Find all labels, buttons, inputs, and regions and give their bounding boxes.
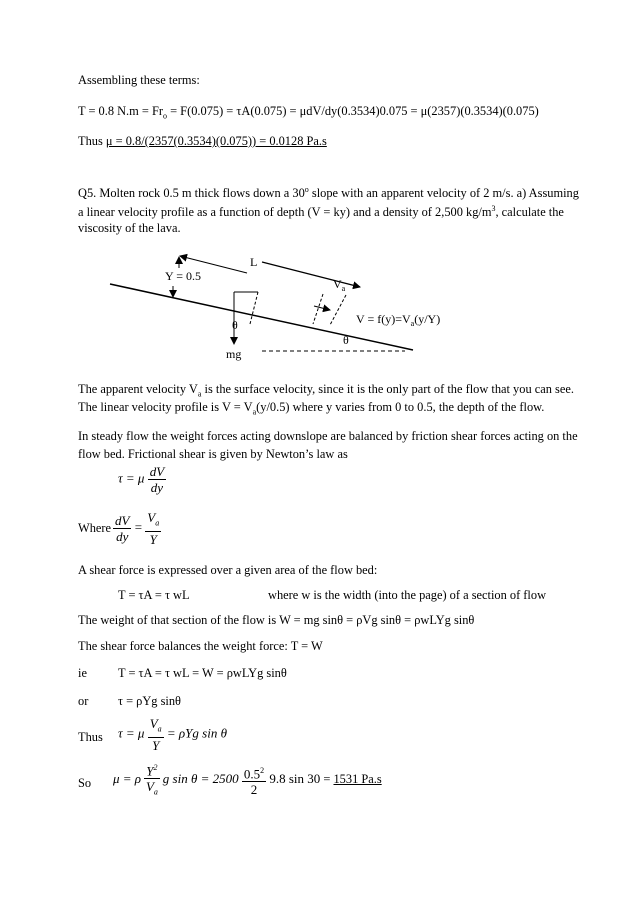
eq4-lhs: μ = ρ xyxy=(113,770,142,786)
theta-left-label: θ xyxy=(232,318,238,332)
shear-force-equation: T = τA = τ wL xyxy=(118,588,190,602)
viscosity-result: μ = 0.8/(2357(0.3534)(0.075)) = 0.0128 Pa.s xyxy=(105,134,327,148)
surface-velocity-label: $V_a$ xyxy=(333,277,346,293)
velocity-gradient-equation xyxy=(113,510,161,547)
eq4-num2-sup: 2 xyxy=(260,765,265,775)
balance-text: The shear force balances the weight force: T = W xyxy=(78,639,323,653)
or-label: or xyxy=(78,694,89,708)
theta-right-label: θ xyxy=(343,333,349,347)
eq3-rhs: = ρYg sin θ xyxy=(166,725,227,741)
length-label: L xyxy=(250,255,258,269)
eq1-fraction xyxy=(148,464,166,495)
q5-a: Q5. Molten rock 0.5 m thick flows down a 30 xyxy=(78,186,305,201)
q5-b: slope with an apparent velocity of 2 m/s. a) Assuming xyxy=(308,186,579,201)
torque-equation xyxy=(78,103,539,124)
assembling-text: Assembling these terms: xyxy=(78,73,200,87)
eq2-fraction-1 xyxy=(113,513,131,544)
eq4-mid: g sin θ = 2500 xyxy=(162,770,239,786)
p4-sub: a xyxy=(197,389,202,399)
profile-arrow-small xyxy=(314,306,330,310)
profile-dashed-right xyxy=(330,295,346,325)
torque-eq-sub: o xyxy=(163,111,167,121)
or-equation: τ = ρYg sinθ xyxy=(118,694,181,708)
thus-label-2: Thus xyxy=(78,730,103,744)
eq2-num2-sub: a xyxy=(155,518,160,528)
eq4-num2: 0.5 xyxy=(243,766,261,782)
viscosity-equation xyxy=(113,760,382,800)
eq2-num1: dV xyxy=(115,512,130,528)
shear-force-text: A shear force is expressed over a given area of the flow bed: xyxy=(78,563,378,577)
p5-sub: a xyxy=(252,407,257,417)
question-5-line3: viscosity of the lava. xyxy=(78,221,181,235)
eq1-den: dy xyxy=(150,480,164,495)
shear-force-note: where w is the width (into the page) of a section of flow xyxy=(268,588,547,602)
question-5-line2 xyxy=(78,201,564,220)
eq2-equals: = xyxy=(134,519,143,535)
q5-c: a linear velocity profile as a function of depth (V = ky) and a density of 2,500 kg/m xyxy=(78,205,492,220)
p4-b: is the surface velocity, since it is the only part of the flow that you can see. xyxy=(201,382,574,396)
eq3-fraction xyxy=(148,716,164,753)
eq3-num-sub: a xyxy=(157,724,162,734)
torque-eq-b: = F(0.075) = τA(0.075) = μdV/dy(0.3534)0.075 = μ(2357)(0.3534)(0.075) xyxy=(167,104,539,118)
eq4-tail: 9.8 sin 30 xyxy=(269,770,321,786)
eq1-lhs: τ = μ xyxy=(118,470,145,486)
steady-flow-text-2: flow bed. Frictional shear is given by Newton’s law as xyxy=(78,447,348,461)
q5-cube: 3 xyxy=(491,204,496,213)
eq4-den1: V xyxy=(145,779,154,795)
ie-equation: T = τA = τ wL = W = ρwLYg sinθ xyxy=(118,666,287,680)
p5-b: (y/0.5) where y varies from 0 to 0.5, the depth of the flow. xyxy=(256,400,545,414)
profile-dashed-left xyxy=(313,294,323,324)
eq3-den: Y xyxy=(152,737,160,753)
lava-flow-diagram xyxy=(0,240,638,375)
question-5-line1 xyxy=(78,182,579,201)
velocity-profile-label: $V = f(y)=V_a(y/Y)$ xyxy=(356,312,441,328)
q5-degree: o xyxy=(304,185,309,194)
shear-stress-equation xyxy=(118,716,227,753)
ie-label: ie xyxy=(78,666,87,680)
eq3-lhs: τ = μ xyxy=(118,725,145,741)
eq4-fraction-2 xyxy=(242,763,266,797)
p4-a: The apparent velocity V xyxy=(78,382,198,396)
eq3-num: V xyxy=(149,716,158,731)
depth-label: Y = 0.5 xyxy=(165,269,201,283)
final-viscosity-result: 1531 Pa.s xyxy=(333,771,382,786)
eq2-fraction-2 xyxy=(145,510,161,547)
eq2-den1: dy xyxy=(116,528,129,544)
eq4-num1: Y xyxy=(146,763,154,779)
weight-label: mg xyxy=(226,347,242,361)
q5-d: , calculate the xyxy=(495,205,564,220)
eq2-num2: V xyxy=(147,510,156,525)
weight-component-dashed xyxy=(250,292,258,324)
eq4-fraction-1 xyxy=(144,760,159,800)
eq4-num1-sup: 2 xyxy=(153,763,158,772)
eq4-den2: 2 xyxy=(250,782,258,798)
linear-profile-text xyxy=(78,399,544,420)
thus-label: Thus xyxy=(78,134,106,148)
eq4-result-eq: = xyxy=(320,771,334,786)
steady-flow-text-1: In steady flow the weight forces acting downslope are balanced by friction shear forces acting on the xyxy=(78,429,578,443)
viscosity-result-line xyxy=(78,133,327,149)
eq2-den2: Y xyxy=(149,531,157,547)
eq1-num: dV xyxy=(149,464,165,479)
weight-text: The weight of that section of the flow is W = mg sinθ = ρVg sinθ = ρwLYg sinθ xyxy=(78,613,475,627)
so-label: So xyxy=(78,776,92,790)
newton-law-equation xyxy=(118,464,166,495)
where-label: Where xyxy=(78,521,112,535)
surface-velocity-arrow xyxy=(262,262,360,287)
eq4-den1-sub: a xyxy=(153,787,158,797)
p5-a: The linear velocity profile is V = V xyxy=(78,400,253,414)
torque-eq-a: T = 0.8 N.m = Fr xyxy=(78,104,163,118)
